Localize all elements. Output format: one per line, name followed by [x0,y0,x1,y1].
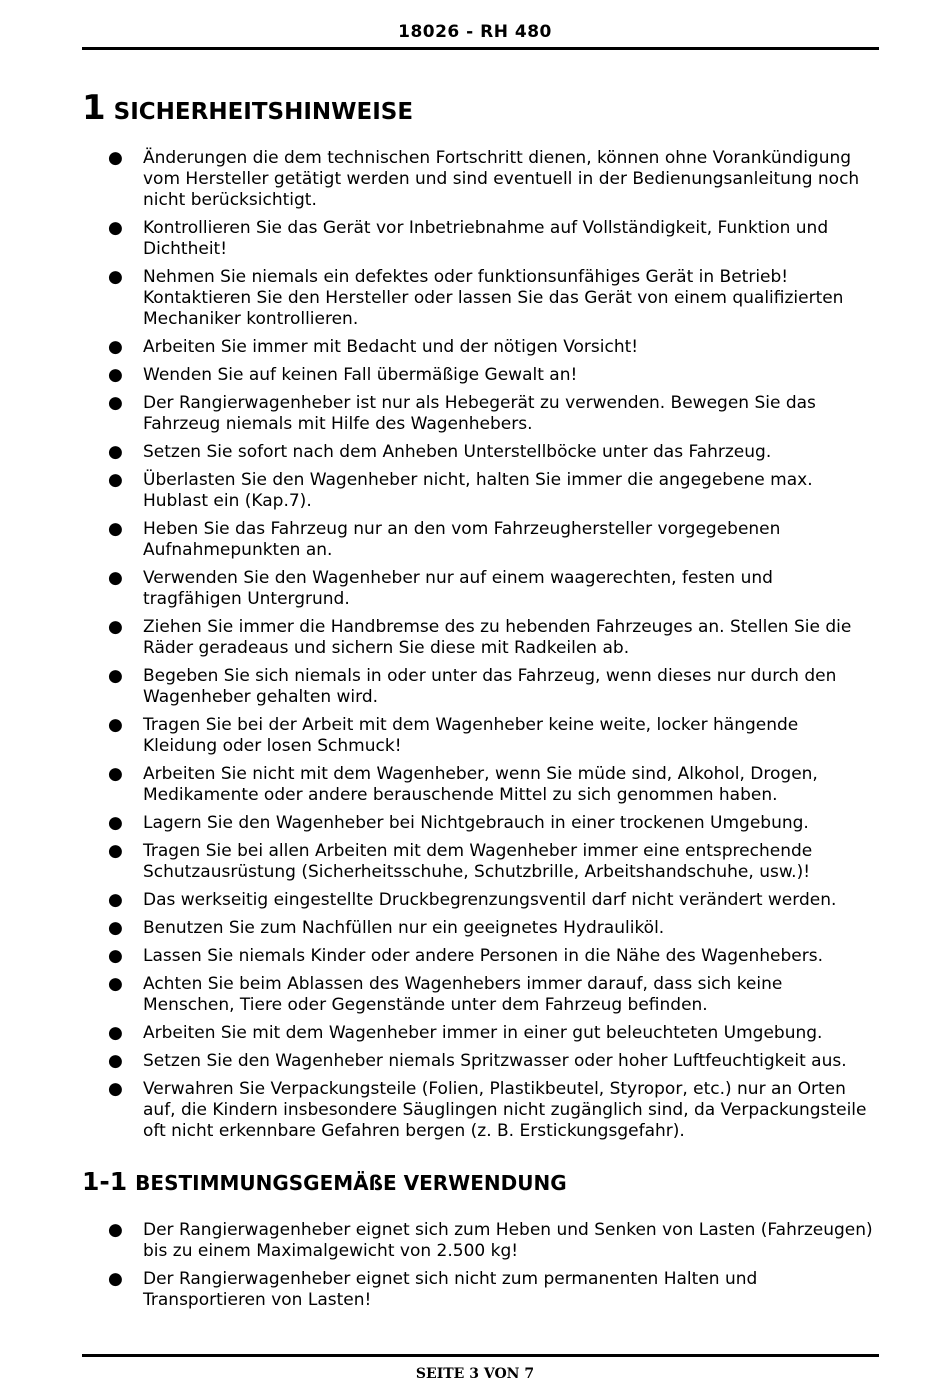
bullet-icon: ● [108,267,123,287]
intended-use-list [0,1220,873,1318]
page-number: SEITE 3 VON 7 [415,1366,535,1382]
list-item-text: Tragen Sie bei allen Arbeiten mit dem Wagenheber immer eine entsprechende Schutzausrüstung (Sicherheitsschuhe, Schutzbrille, Arbeitshandschuhe, usw.)! [143,841,813,882]
bullet-icon: ● [108,1079,123,1099]
bullet-icon: ● [108,764,123,784]
safety-instructions-list [0,148,873,1149]
list-item-text: Setzen Sie sofort nach dem Anheben Unterstellböcke unter das Fahrzeug. [143,442,772,462]
bullet-icon: ● [108,918,123,938]
list-item-text: Der Rangierwagenheber eignet sich zum Heben und Senken von Lasten (Fahrzeugen) bis zu einem Maximalgewicht von 2.500 kg! [143,1220,873,1261]
bullet-icon: ● [108,946,123,966]
bullet-icon: ● [108,1023,123,1043]
list-item [0,1023,873,1044]
list-item-text: Lassen Sie niemals Kinder oder andere Personen in die Nähe des Wagenhebers. [143,946,824,966]
list-item-text: Setzen Sie den Wagenheber niemals Spritzwasser oder hoher Luftfeuchtigkeit aus. [143,1051,847,1071]
list-item-text: Benutzen Sie zum Nachfüllen nur ein geeignetes Hydrauliköl. [143,918,665,938]
list-item [0,764,873,806]
list-item-text: Achten Sie beim Ablassen des Wagenhebers immer darauf, dass sich keine Menschen, Tiere oder Gegenstände unter dem Fahrzeug befinden. [143,974,783,1015]
bullet-icon: ● [108,148,123,168]
list-item [0,365,873,386]
list-item [0,470,873,512]
list-item-text: Arbeiten Sie mit dem Wagenheber immer in einer gut beleuchteten Umgebung. [143,1023,823,1043]
bullet-icon: ● [108,393,123,413]
list-item-text: Nehmen Sie niemals ein defektes oder funktionsunfähiges Gerät in Betrieb! Kontaktieren Sie den Hersteller oder lassen Sie das Gerät von einem qualifizierten Mechaniker kontrollieren. [143,267,844,329]
list-item-text: Begeben Sie sich niemals in oder unter das Fahrzeug, wenn dieses nur durch den Wagenheber gehalten wird. [143,666,837,707]
bullet-icon: ● [108,568,123,588]
list-item-text: Verwenden Sie den Wagenheber nur auf einem waagerechten, festen und tragfähigen Untergrund. [143,568,773,609]
document-header-title: 18026 - RH 480 [398,22,552,42]
list-item [0,813,873,834]
list-item-text: Heben Sie das Fahrzeug nur an den vom Fahrzeughersteller vorgegebenen Aufnahmepunkten an. [143,519,781,560]
list-item-text: Verwahren Sie Verpackungsteile (Folien, Plastikbeutel, Styropor, etc.) nur an Orten auf, die Kindern insbesondere Säuglingen nicht zugänglich sind, da Verpackungsteile oft nicht erkennbare Gefahren bergen (z. B. Erstickungsgefahr). [143,1079,867,1141]
list-item [0,1269,873,1311]
section-heading [82,88,413,128]
list-item [0,918,873,939]
list-item [0,218,873,260]
list-item [0,393,873,435]
list-item-text: Kontrollieren Sie das Gerät vor Inbetriebnahme auf Vollständigkeit, Funktion und Dichtheit! [143,218,829,259]
list-item-text: Änderungen die dem technischen Fortschritt dienen, können ohne Vorankündigung vom Hersteller getätigt werden und sind eventuell in der Bedienungsanleitung noch nicht berücksichtigt. [143,148,860,210]
bullet-icon: ● [108,519,123,539]
subsection-heading [82,1167,567,1196]
footer-rule [82,1354,879,1357]
list-item [0,974,873,1016]
list-item [0,442,873,463]
list-item [0,148,873,211]
list-item [0,568,873,610]
bullet-icon: ● [108,470,123,490]
list-item [0,1220,873,1262]
section-title: SICHERHEITSHINWEISE [113,99,414,125]
list-item-text: Wenden Sie auf keinen Fall übermäßige Gewalt an! [143,365,578,385]
bullet-icon: ● [108,890,123,910]
bullet-icon: ● [108,715,123,735]
list-item [0,337,873,358]
list-item [0,1051,873,1072]
bullet-icon: ● [108,841,123,861]
list-item-text: Tragen Sie bei der Arbeit mit dem Wagenheber keine weite, locker hängende Kleidung oder losen Schmuck! [143,715,799,756]
list-item [0,946,873,967]
list-item-text: Der Rangierwagenheber ist nur als Hebegerät zu verwenden. Bewegen Sie das Fahrzeug niemals mit Hilfe des Wagenhebers. [143,393,816,434]
list-item [0,666,873,708]
list-item-text: Das werkseitig eingestellte Druckbegrenzungsventil darf nicht verändert werden. [143,890,837,910]
bullet-icon: ● [108,1220,123,1240]
list-item [0,841,873,883]
bullet-icon: ● [108,442,123,462]
list-item-text: Überlasten Sie den Wagenheber nicht, halten Sie immer die angegebene max. Hublast ein (Kap.7). [143,470,813,511]
section-number: 1 [82,88,106,128]
bullet-icon: ● [108,813,123,833]
bullet-icon: ● [108,666,123,686]
list-item-text: Der Rangierwagenheber eignet sich nicht zum permanenten Halten und Transportieren von Lasten! [143,1269,758,1310]
list-item [0,617,873,659]
subsection-number: 1-1 [82,1167,128,1196]
bullet-icon: ● [108,1269,123,1289]
list-item-text: Arbeiten Sie nicht mit dem Wagenheber, wenn Sie müde sind, Alkohol, Drogen, Medikamente oder andere berauschende Mittel zu sich genommen haben. [143,764,818,805]
list-item-text: Arbeiten Sie immer mit Bedacht und der nötigen Vorsicht! [143,337,639,357]
bullet-icon: ● [108,365,123,385]
bullet-icon: ● [108,218,123,238]
subsection-title: BESTIMMUNGSGEMÄßE VERWENDUNG [135,1171,567,1195]
list-item-text: Ziehen Sie immer die Handbremse des zu hebenden Fahrzeuges an. Stellen Sie die Räder geradeaus und sichern Sie diese mit Radkeilen ab. [143,617,852,658]
list-item [0,890,873,911]
list-item-text: Lagern Sie den Wagenheber bei Nichtgebrauch in einer trockenen Umgebung. [143,813,809,833]
bullet-icon: ● [108,337,123,357]
bullet-icon: ● [108,1051,123,1071]
header-rule [82,47,879,50]
list-item [0,1079,873,1142]
list-item [0,267,873,330]
bullet-icon: ● [108,974,123,994]
list-item [0,715,873,757]
list-item [0,519,873,561]
bullet-icon: ● [108,617,123,637]
